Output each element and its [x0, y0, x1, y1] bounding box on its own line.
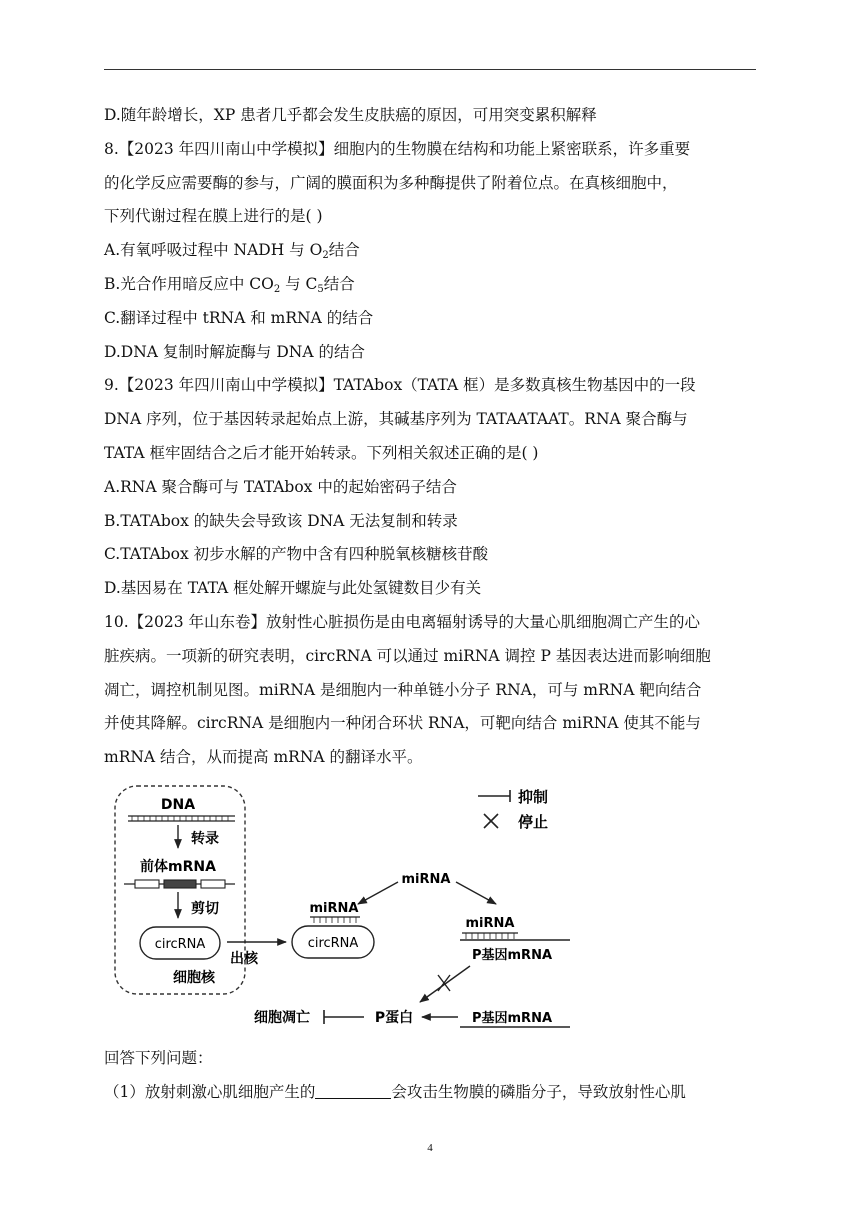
legend-stop-label: 停止	[518, 813, 549, 831]
text-segment: C.TATAbox 初步水解的产物中含有四种脱氧核糖核苷酸	[104, 545, 489, 564]
text-segment: 下列代谢过程在膜上进行的是( )	[104, 207, 323, 226]
answer-prompt: 回答下列问题：	[104, 1049, 213, 1067]
circrna-cytoplasm-label: circRNA	[307, 936, 359, 951]
subscript: 2	[273, 284, 281, 295]
export-label: 出核	[230, 951, 258, 967]
text-line	[104, 646, 711, 666]
text-line	[104, 477, 457, 497]
text-line	[104, 308, 373, 328]
text-line	[104, 240, 360, 266]
text-segment: DNA 序列，位于基因转录起始点上游，其碱基序列为 TATAATAAT。RNA 聚合酶与	[104, 410, 688, 429]
text-segment: A.RNA 聚合酶可与 TATAbox 中的起始密码子结合	[104, 477, 457, 496]
text-line	[104, 544, 488, 564]
text-line	[104, 612, 700, 632]
subscript: 2	[322, 250, 329, 262]
question-1	[104, 1082, 686, 1102]
text-segment: D.DNA 复制时解旋酶与 DNA 的结合	[104, 342, 365, 361]
text-line	[104, 206, 323, 226]
mirna-free-label: miRNA	[401, 872, 451, 887]
answer-blank[interactable]	[315, 1084, 391, 1099]
text-line	[104, 713, 701, 733]
text-segment: B.TATAbox 的缺失会导致该 DNA 无法复制和转录	[104, 511, 458, 530]
text-line	[104, 747, 423, 767]
text-line	[104, 443, 538, 463]
text-line	[104, 139, 690, 159]
text-segment: mRNA 结合，从而提高 mRNA 的翻译水平。	[104, 748, 423, 767]
p-mrna-bound-label: P基因mRNA	[471, 948, 553, 963]
text-segment: 与 C	[280, 275, 318, 293]
text-segment: C.翻译过程中 tRNA 和 mRNA 的结合	[104, 308, 374, 327]
page-number: 4	[427, 1142, 433, 1154]
text-segment: 脏疾病。一项新的研究表明，circRNA 可以通过 miRNA 调控 P 基因表达进而影响细胞	[104, 646, 711, 665]
regulation-diagram	[100, 780, 600, 1040]
text-segment: 并使其降解。circRNA 是细胞内一种闭合环状 RNA，可靶向结合 miRNA 使其不能与	[104, 714, 701, 733]
text-segment: 结合	[328, 241, 360, 260]
text-line	[104, 105, 597, 125]
text-segment: D.随年龄增长，XP 患者几乎都会发生皮肤癌的原因，可用突变累积解释	[104, 106, 597, 124]
mirna-bound-label: miRNA	[309, 901, 359, 916]
text-line	[104, 680, 701, 700]
text-segment: B.光合作用暗反应中 CO	[104, 275, 274, 293]
text-segment: 结合	[323, 275, 355, 293]
header-rule	[104, 69, 756, 70]
mirna-pmrna-label: miRNA	[465, 916, 515, 931]
text-segment: 的化学反应需要酶的参与，广阔的膜面积为多种酶提供了附着位点。在真核细胞中，	[104, 173, 678, 192]
circrna-nuclear-label: circRNA	[154, 937, 206, 952]
p-mrna-free-label: P基因mRNA	[471, 1011, 553, 1026]
text-segment: TATA 框牢固结合之后才能开始转录。下列相关叙述正确的是( )	[104, 444, 539, 462]
text-segment: D.基因易在 TATA 框处解开螺旋与此处氢键数目少有关	[104, 579, 482, 598]
text-line	[104, 342, 365, 362]
splicing-label: 剪切	[191, 901, 219, 917]
text-segment: A.有氧呼吸过程中 NADH 与 O	[104, 241, 323, 260]
subscript: 5	[317, 284, 324, 295]
text-line	[104, 511, 458, 531]
text-line	[104, 375, 696, 395]
text-segment: 10.【2023 年山东卷】放射性心脏损伤是由电离辐射诱导的大量心肌细胞凋亡产生的心	[104, 613, 701, 631]
text-segment: 凋亡，调控机制见图。miRNA 是细胞内一种单链小分子 RNA，可与 mRNA 靶向结合	[104, 680, 702, 699]
text-line	[104, 173, 678, 193]
dna-label: DNA	[160, 797, 196, 813]
legend-inhibit-label: 抑制	[518, 788, 549, 806]
dna-strands	[132, 816, 228, 821]
nucleus-label: 细胞核	[173, 970, 215, 986]
apoptosis-label: 细胞凋亡	[254, 1010, 310, 1026]
text-segment: 9.【2023 年四川南山中学模拟】TATAbox（TATA 框）是多数真核生物基因中的一段	[104, 376, 696, 395]
question-1-before: （1）放射刺激心肌细胞产生的	[104, 1083, 316, 1101]
text-line	[104, 409, 688, 429]
p-protein-label: P蛋白	[374, 1010, 414, 1026]
pre-mrna-label: 前体mRNA	[140, 859, 216, 875]
text-line	[104, 578, 481, 598]
text-line	[104, 274, 355, 300]
transcription-label: 转录	[191, 831, 219, 847]
question-1-after: 会攻击生物膜的磷脂分子，导致放射性心肌	[391, 1083, 686, 1101]
text-segment: 8.【2023 年四川南山中学模拟】细胞内的生物膜在结构和功能上紧密联系，许多重要	[104, 139, 691, 158]
